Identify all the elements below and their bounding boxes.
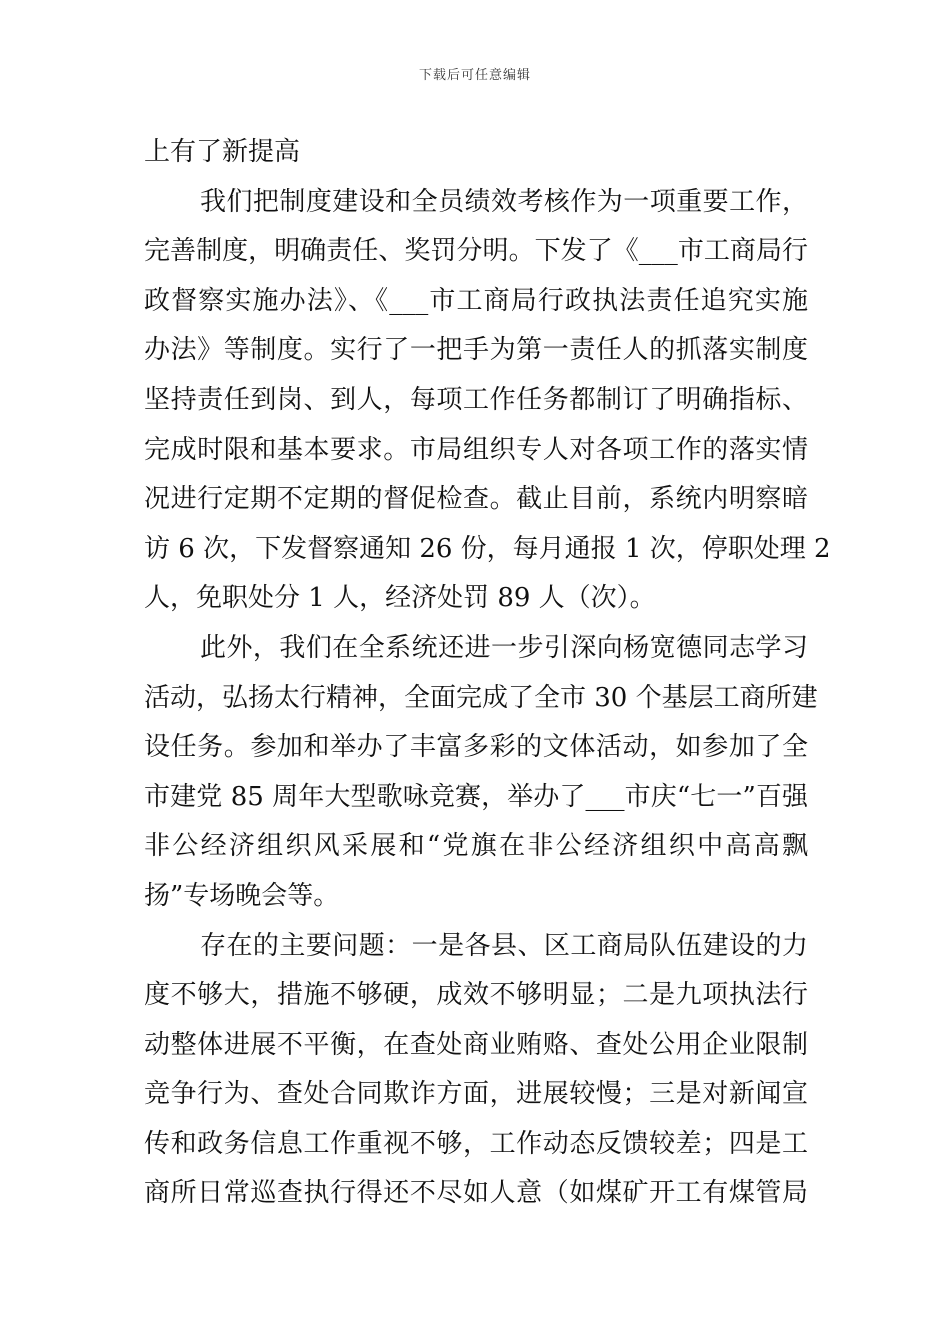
text-line: 度不够大，措施不够硬，成效不够明显；二是九项执法行 <box>144 980 808 1011</box>
text-line: 完善制度，明确责任、奖罚分明。下发了《___市工商局行 <box>144 236 808 267</box>
text-line: 上有了新提高 <box>144 137 301 167</box>
text-line: 人，免职处分 1 人，经济处罚 89 人（次）。 <box>144 583 656 614</box>
text-line: 竞争行为、查处合同欺诈方面，进展较慢；三是对新闻宣 <box>144 1079 808 1110</box>
text-line: 扬”专场晚会等。 <box>144 880 340 911</box>
text-line: 况进行定期不定期的督促检查。截止目前，系统内明察暗 <box>144 484 808 515</box>
text-line: 办法》等制度。实行了一把手为第一责任人的抓落实制度 <box>144 335 808 366</box>
page-header: 下载后可任意编辑 <box>418 68 531 83</box>
text-line: 商所日常巡查执行得还不尽如人意（如煤矿开工有煤管局 <box>144 1178 808 1209</box>
paragraph-first-line: 我们把制度建设和全员绩效考核作为一项重要工作， <box>200 186 808 217</box>
text-line: 完成时限和基本要求。市局组织专人对各项工作的落实情 <box>144 434 808 465</box>
text-line: 设任务。参加和举办了丰富多彩的文体活动，如参加了全 <box>144 732 808 763</box>
text-line: 活动，弘扬太行精神，全面完成了全市 30 个基层工商所建 <box>144 682 818 713</box>
text-line: 动整体进展不平衡，在查处商业贿赂、查处公用企业限制 <box>144 1029 808 1060</box>
text-line: 坚持责任到岗、到人，每项工作任务都制订了明确指标、 <box>144 384 808 415</box>
paragraph-first-line: 此外，我们在全系统还进一步引深向杨宽德同志学习 <box>200 632 808 663</box>
paragraph-first-line: 存在的主要问题：一是各县、区工商局队伍建设的力 <box>200 930 808 961</box>
text-line: 政督察实施办法》、《___市工商局行政执法责任追究实施 <box>144 285 808 316</box>
document-body <box>144 128 831 1219</box>
text-line: 传和政务信息工作重视不够，工作动态反馈较差；四是工 <box>144 1128 808 1159</box>
text-line: 市建党 85 周年大型歌咏竞赛，举办了___市庆“七一”百强 <box>144 781 808 812</box>
text-line: 访 6 次，下发督察通知 26 份，每月通报 1 次，停职处理 2 <box>144 533 831 564</box>
text-line: 非公经济组织风采展和“党旗在非公经济组织中高高飘 <box>144 831 808 862</box>
